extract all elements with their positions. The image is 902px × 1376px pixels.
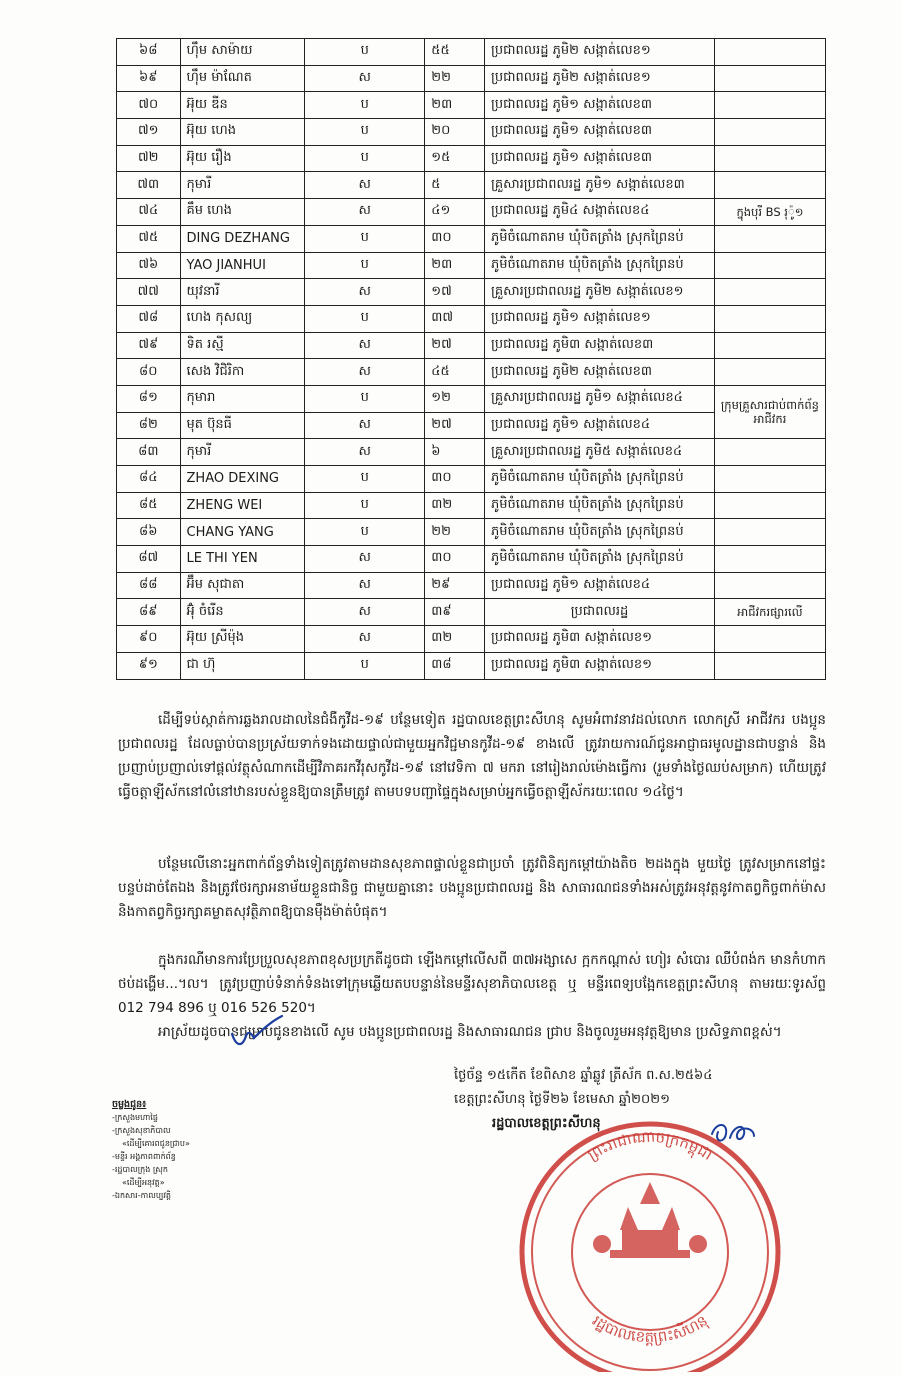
person-sex: ប [305, 466, 425, 493]
person-address: ប្រជាពលរដ្ឋ ភូមិ១ សង្កាត់លេខ៤ [485, 412, 715, 439]
person-name: ហ៊ឹម សាម៉ាយ [180, 39, 305, 66]
table-row [117, 145, 826, 172]
person-age: ២០ [425, 119, 485, 146]
person-address: ភូមិចំណោតរាម ឃុំបិតត្រាំង ស្រុកព្រៃនប់ [485, 252, 715, 279]
row-number: ៧១ [117, 119, 181, 146]
person-sex: ប [305, 385, 425, 412]
row-number: ៧៣ [117, 172, 181, 199]
person-age: ៣៩ [425, 599, 485, 626]
person-name: គឹម ហេង [180, 199, 305, 226]
person-sex: ប [305, 92, 425, 119]
person-note [714, 225, 825, 252]
person-address: ភូមិចំណោតរាម ឃុំបិតត្រាំង ស្រុកព្រៃនប់ [485, 546, 715, 573]
person-age: ២៣ [425, 92, 485, 119]
person-note [714, 279, 825, 306]
row-number: ៨៣ [117, 439, 181, 466]
person-name: ទិត រស្មី [180, 332, 305, 359]
person-age: ២៣ [425, 252, 485, 279]
table-row [117, 252, 826, 279]
person-note [714, 546, 825, 573]
person-name: កុមារី [180, 439, 305, 466]
row-number: ៧៩ [117, 332, 181, 359]
row-number: ៨១ [117, 385, 181, 412]
row-number: ៨៩ [117, 599, 181, 626]
person-note [714, 439, 825, 466]
person-sex: ប [305, 145, 425, 172]
table-row [117, 439, 826, 466]
row-number: ៧៧ [117, 279, 181, 306]
person-address: ប្រជាពលរដ្ឋ ភូមិ៣ សង្កាត់លេខ១ [485, 652, 715, 679]
person-note-line2: អាជីវករ [753, 412, 787, 427]
person-address: ប្រជាពលរដ្ឋ ភូមិ៣ សង្កាត់លេខ១ [485, 626, 715, 653]
person-note [714, 172, 825, 199]
person-name: ហ៊ឹម ម៉ាណែត [180, 65, 305, 92]
solar-date: ខេត្តព្រះសីហនុ ថ្ងៃទី២៦ ខែមេសា ឆ្នាំ២០២១ [454, 1092, 670, 1107]
person-address: ប្រជាពលរដ្ឋ ភូមិ២ សង្កាត់លេខ១ [485, 39, 715, 66]
paragraph-appeal: ដើម្បីទប់ស្កាត់ការឆ្លងរាលដាលនៃជំងឺកូវីដ-១៩ បន្ថែមទៀត រដ្ឋបាលខេត្តព្រះសីហនុ សូមអំពាវនាវដល់លោក លោកស្រី អាជីវករ បងប្អូនប្រជាពលរដ្ឋ ដែលធ្លាប់បានប្រស្រ័យទាក់ទងដោយផ្ទាល់ជាមួយអ្នកវិជ្ជមានកូវីដ-១៩ ខាងលើ ត្រូវរាយការណ៍ជូនអាជ្ញាធរមូលដ្ឋានជាបន្ទាន់ និងប្រញាប់ប្រញាល់ទៅផ្តល់វត្ថុសំណាកដើម្បីវិភាគរកវីរុសកូវីដ-១៩ នៅវេទិកា ៧ មករា នៅរៀងរាល់ម៉ោងធ្វើការ (រួមទាំងថ្ងៃឈប់សម្រាក) ហើយត្រូវធ្វើចត្តាឡីស័កនៅលំនៅឋានរបស់ខ្លួនឱ្យបានត្រឹមត្រូវ តាមបទបញ្ជាផ្ទៃក្នុងសម្រាប់អ្នកធ្វើចត្តាឡីស័ករយៈពេល ១៤ថ្ងៃ។ [118, 712, 826, 800]
copy-to-title: ចម្លងជូន៖ [112, 1099, 147, 1110]
person-sex: ប [305, 119, 425, 146]
person-note [714, 39, 825, 66]
row-number: ៨៤ [117, 466, 181, 493]
person-note [714, 626, 825, 653]
table-row [117, 332, 826, 359]
person-address: ប្រជាពលរដ្ឋ ភូមិ៤ សង្កាត់លេខ៤ [485, 199, 715, 226]
person-address: ប្រជាពលរដ្ឋ ភូមិ២ សង្កាត់លេខ៣ [485, 359, 715, 386]
row-number: ៧២ [117, 145, 181, 172]
person-name: ZHENG WEI [180, 492, 305, 519]
person-age: ២៧ [425, 412, 485, 439]
person-age: ៣០ [425, 225, 485, 252]
person-name: យុវនារី [180, 279, 305, 306]
row-number: ៧៤ [117, 199, 181, 226]
lunar-date: ថ្ងៃច័ន្ទ ១៥កើត ខែពិសាខ ឆ្នាំឆ្លូវ ត្រីស័ក ព.ស.២៥៦៤ [454, 1068, 713, 1083]
person-age: ១៥ [425, 145, 485, 172]
svg-text:ព្រះរាជាណាចក្រកម្ពុជា: ព្រះរាជាណាចក្រកម្ពុជា [584, 1127, 716, 1164]
person-sex: ប [305, 519, 425, 546]
table-row [117, 305, 826, 332]
person-address: ភូមិចំណោតរាម ឃុំបិតត្រាំង ស្រុកព្រៃនប់ [485, 519, 715, 546]
table-row [117, 65, 826, 92]
row-number: ៨៨ [117, 572, 181, 599]
person-address: គ្រួសារប្រជាពលរដ្ឋ ភូមិ៥ សង្កាត់លេខ៤ [485, 439, 715, 466]
person-address: ភូមិចំណោតរាម ឃុំបិតត្រាំង ស្រុកព្រៃនប់ [485, 466, 715, 493]
table-row [117, 199, 826, 226]
seal-graphic [490, 1112, 810, 1372]
signer-title: រដ្ឋបាលខេត្តព្រះសីហនុ [492, 1116, 601, 1131]
table-row [117, 172, 826, 199]
row-number: ៨២ [117, 412, 181, 439]
person-name: YAO JIANHUI [180, 252, 305, 279]
person-sex: ស [305, 359, 425, 386]
person-note: ក្នុងបុរី BS រុ៉ូ១ [714, 199, 825, 226]
row-number: ៧៥ [117, 225, 181, 252]
person-sex: ស [305, 412, 425, 439]
person-note [714, 466, 825, 493]
case-table [116, 38, 826, 680]
person-note [714, 145, 825, 172]
person-sex: ប [305, 39, 425, 66]
person-address: ប្រជាពលរដ្ឋ ភូមិ១ សង្កាត់លេខ១ [485, 305, 715, 332]
person-age: ៣២ [425, 626, 485, 653]
row-number: ៨៧ [117, 546, 181, 573]
person-address: គ្រួសារប្រជាពលរដ្ឋ ភូមិ១ សង្កាត់លេខ៤ [485, 385, 715, 412]
person-age: ៥ [425, 172, 485, 199]
table-row [117, 599, 826, 626]
person-age: ៣០ [425, 466, 485, 493]
person-sex: ស [305, 546, 425, 573]
person-age: ១២ [425, 385, 485, 412]
person-note [714, 652, 825, 679]
person-sex: ស [305, 572, 425, 599]
person-name: ZHAO DEXING [180, 466, 305, 493]
table-row [117, 279, 826, 306]
seal-emblem [593, 1182, 707, 1258]
person-address: គ្រួសារប្រជាពលរដ្ឋ ភូមិ២ សង្កាត់លេខ១ [485, 279, 715, 306]
person-note [714, 332, 825, 359]
person-address: ភូមិចំណោតរាម ឃុំបិតត្រាំង ស្រុកព្រៃនប់ [485, 225, 715, 252]
person-name: LE THI YEN [180, 546, 305, 573]
row-number: ៦៨ [117, 39, 181, 66]
person-age: ៣២ [425, 492, 485, 519]
person-note [714, 252, 825, 279]
table-row [117, 385, 826, 412]
person-name: សេង វិជិរិកា [180, 359, 305, 386]
person-note [714, 492, 825, 519]
person-sex: ប [305, 305, 425, 332]
table-row [117, 519, 826, 546]
person-sex: ស [305, 199, 425, 226]
person-note [714, 92, 825, 119]
table-row [117, 225, 826, 252]
person-age: ៣៨ [425, 652, 485, 679]
person-sex: ប [305, 492, 425, 519]
table-row [117, 626, 826, 653]
person-age: ៦ [425, 439, 485, 466]
person-sex: ស [305, 65, 425, 92]
copy-to-list: ចម្លងជូន៖ -ក្រសួងមហាផ្ទៃ -ក្រសួងសុខាភិបាល «ដើម្បីគោរពជូនជ្រាប» -មន្ទីរ អង្គភាពពាក់ព័ន្ធ -រដ្ឋបាលក្រុង ស្រុក «ដើម្បីអនុវត្ត» -ឯកសារ-កាលប្បវត្តិ [112, 1098, 262, 1202]
person-name: អ៊ឹម សុជាតា [180, 572, 305, 599]
person-address: ប្រជាពលរដ្ឋ ភូមិ១ សង្កាត់លេខ៣ [485, 119, 715, 146]
person-name: ជា ហ៊ុ [180, 652, 305, 679]
person-name: អ៊ុយ ឌីន [180, 92, 305, 119]
row-number: ៧៦ [117, 252, 181, 279]
person-address: ប្រជាពលរដ្ឋ ភូមិ១ សង្កាត់លេខ៣ [485, 145, 715, 172]
paragraph-precautions: បន្ថែមលើនោះអ្នកពាក់ព័ន្ធទាំងទៀតត្រូវតាមដានសុខភាពផ្ទាល់ខ្លួនជាប្រចាំ ត្រូវពិនិត្យកម្តៅយ៉ាងតិច ២ដងក្នុង មួយថ្ងៃ ត្រូវសម្រាកនៅផ្ទះបន្ទប់ដាច់តែឯង និងត្រូវថែរក្សាអនាម័យខ្លួនជានិច្ច ជាមួយគ្នានោះ បងប្អូនប្រជាពលរដ្ឋ និង សាធារណជនទាំងអស់ត្រូវអនុវត្តនូវកាតព្វកិច្ចពាក់ម៉ាស និងកាតព្វកិច្ចរក្សាគម្លាតសុវត្ថិភាពឱ្យបានម៉ឺងម៉ាត់បំផុត។ [118, 856, 826, 920]
row-number: ៨០ [117, 359, 181, 386]
person-sex: ប [305, 225, 425, 252]
table-row [117, 39, 826, 66]
person-sex: ស [305, 599, 425, 626]
person-note [714, 572, 825, 599]
person-name: អ៊ុំ ចំរើន [180, 599, 305, 626]
person-age: ៤៥ [425, 359, 485, 386]
person-sex: ប [305, 252, 425, 279]
person-sex: ស [305, 332, 425, 359]
person-name: មុត ប៊ុនធី [180, 412, 305, 439]
person-note [714, 119, 825, 146]
table-row [117, 652, 826, 679]
row-number: ៦៩ [117, 65, 181, 92]
row-number: ៩១ [117, 652, 181, 679]
person-age: ២៩ [425, 572, 485, 599]
person-address: ភូមិចំណោតរាម ឃុំបិតត្រាំង ស្រុកព្រៃនប់ [485, 492, 715, 519]
official-seal [490, 1112, 810, 1347]
person-age: ៣០ [425, 546, 485, 573]
paragraph-symptoms: ក្នុងករណីមានការប្រែប្រួលសុខភាពខុសប្រក្រតីដូចជា ឡើងកម្តៅលើសពី ៣៧អង្សាសេ ក្អកកណ្តាស់ ហៀរ សំបោរ ឈឺបំពង់ក មានកំហាក ថប់ដង្ហើម...។ល។ ត្រូវប្រញាប់ទំនាក់ទំនងទៅក្រុមឆ្លើយតបបន្ទាន់នៃមន្ទីរសុខាភិបាលខេត្ត ឬ មន្ទីរពេទ្យបង្អែកខេត្តព្រះសីហនុ តាមរយៈទូរស័ព្ទ 012 794 896 ឬ 016 526 520។ [118, 952, 826, 1016]
person-age: ២២ [425, 65, 485, 92]
person-note [714, 519, 825, 546]
person-note [714, 359, 825, 386]
svg-text:រដ្ឋបាលខេត្តព្រះសីហនុ: រដ្ឋបាលខេត្តព្រះសីហនុ [588, 1311, 711, 1347]
person-sex: ស [305, 626, 425, 653]
person-address: ប្រជាពលរដ្ឋ [485, 599, 715, 626]
person-sex: ស [305, 172, 425, 199]
person-note [714, 65, 825, 92]
table-row [117, 492, 826, 519]
person-age: ២៧ [425, 332, 485, 359]
ink-check-mark [226, 1012, 286, 1052]
person-name: DING DEZHANG [180, 225, 305, 252]
row-number: ៩០ [117, 626, 181, 653]
person-age: ៤១ [425, 199, 485, 226]
person-name: កុមារី [180, 172, 305, 199]
table-row [117, 359, 826, 386]
person-name: ហេង កុសល្យ [180, 305, 305, 332]
table-row [117, 546, 826, 573]
row-number: ៧៨ [117, 305, 181, 332]
person-sex: ប [305, 652, 425, 679]
person-address: គ្រួសារប្រជាពលរដ្ឋ ភូមិ១ សង្កាត់លេខ៣ [485, 172, 715, 199]
person-name: កុមារា [180, 385, 305, 412]
person-name: អ៊ុយ ស្រីម៉ុង [180, 626, 305, 653]
table-row [117, 572, 826, 599]
person-name: CHANG YANG [180, 519, 305, 546]
paragraph-closing: អាស្រ័យដូចបានជម្រាបជូនខាងលើ សូម បងប្អូនប្រជាពលរដ្ឋ និងសាធារណជន ជ្រាប និងចូលរួមអនុវត្តឱ្យមាន ប្រសិទ្ធភាពខ្ពស់។ [158, 1024, 782, 1040]
person-address: ប្រជាពលរដ្ឋ ភូមិ១ សង្កាត់លេខ៣ [485, 92, 715, 119]
table-row [117, 92, 826, 119]
table-row [117, 119, 826, 146]
row-number: ៨៥ [117, 492, 181, 519]
table-row [117, 466, 826, 493]
person-note: ក្រុមគ្រួសារជាប់ពាក់ព័ន្ធ អាជីវករ [714, 385, 825, 438]
person-address: ប្រជាពលរដ្ឋ ភូមិ៣ សង្កាត់លេខ៣ [485, 332, 715, 359]
person-age: ១៧ [425, 279, 485, 306]
person-age: ៣៧ [425, 305, 485, 332]
person-note: អាជីវករផ្សារលើ [714, 599, 825, 626]
person-sex: ស [305, 439, 425, 466]
person-age: ៥៥ [425, 39, 485, 66]
person-sex: ស [305, 279, 425, 306]
person-note [714, 305, 825, 332]
row-number: ៨៦ [117, 519, 181, 546]
person-age: ២២ [425, 519, 485, 546]
person-address: ប្រជាពលរដ្ឋ ភូមិ១ សង្កាត់លេខ៤ [485, 572, 715, 599]
person-name: អ៊ុយ រឿង [180, 145, 305, 172]
row-number: ៧០ [117, 92, 181, 119]
person-name: អ៊ុយ ហេង [180, 119, 305, 146]
person-address: ប្រជាពលរដ្ឋ ភូមិ២ សង្កាត់លេខ១ [485, 65, 715, 92]
